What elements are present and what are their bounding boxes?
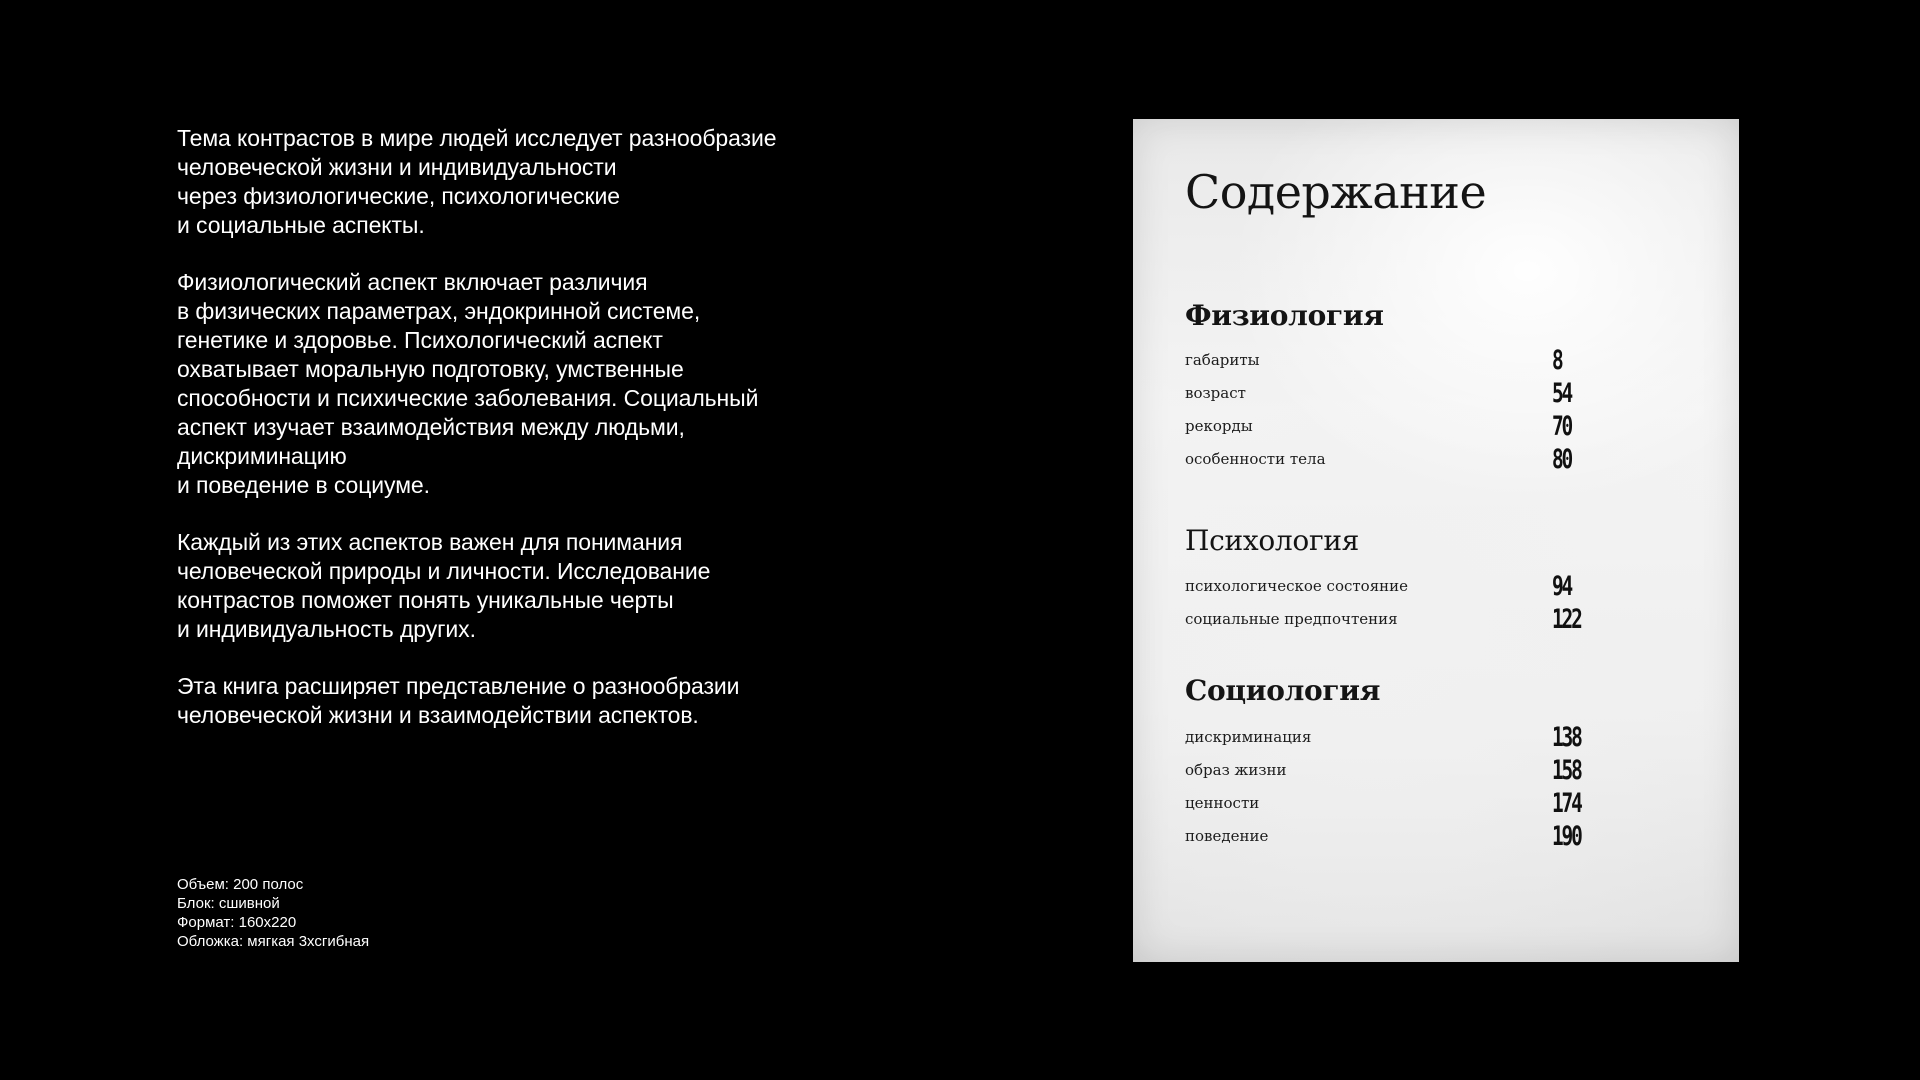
intro-paragraph-1 [177,124,817,240]
toc-entry-page: 8 [1552,345,1562,376]
intro-line: человеческой жизни и взаимодействии аспектов. [177,702,699,728]
spec-cover: Обложка: мягкая 3хсгибная [177,933,370,950]
intro-paragraph-2 [177,268,817,500]
intro-line: генетике и здоровье. Психологический аспект [177,327,663,353]
toc-entry-label: поведение [1185,827,1269,845]
toc-entry-page: 190 [1552,821,1581,852]
toc-entry [1185,345,1585,378]
toc-entry [1185,755,1585,788]
toc-entry-label: психологическое состояние [1185,577,1409,595]
toc-entry-label: социальные предпочтения [1185,610,1398,628]
intro-line: человеческой природы и личности. Исследование [177,558,711,584]
intro-line: и индивидуальность других. [177,616,476,642]
toc-entry-page: 174 [1552,788,1581,819]
book-specs [177,875,369,951]
intro-line: охватывает моральную подготовку, умственные [177,356,684,382]
spec-volume: Объем: 200 полос [177,876,304,893]
toc-entry-page: 54 [1552,378,1572,409]
intro-paragraph-3 [177,528,817,644]
toc-entry [1185,411,1585,444]
intro-line: Каждый из этих аспектов важен для понимания [177,529,683,555]
toc-entry-page: 158 [1552,755,1581,786]
intro-line: Физиологический аспект включает различия [177,269,648,295]
intro-line: дискриминацию [177,443,347,469]
toc-entry-page: 122 [1552,604,1581,635]
spec-binding: Блок: сшивной [177,895,280,912]
toc-entry [1185,571,1585,604]
section-heading-sociology: Социология [1185,674,1381,707]
toc-entry-page: 94 [1552,571,1572,602]
intro-line: в физических параметрах, эндокринной системе, [177,298,701,324]
intro-line: и поведение в социуме. [177,472,430,498]
toc-entry-label: ценности [1185,794,1260,812]
intro-line: и социальные аспекты. [177,212,425,238]
intro-line: Эта книга расширяет представление о разнообразии [177,673,740,699]
toc-entry [1185,378,1585,411]
contents-page [1133,119,1739,962]
intro-line: контрастов поможет понять уникальные черты [177,587,674,613]
toc-entry [1185,722,1585,755]
toc-entry-label: возраст [1185,384,1246,402]
section-heading-physiology: Физиология [1185,299,1384,332]
toc-entry-page: 80 [1552,444,1572,475]
toc-entry-label: рекорды [1185,417,1253,435]
intro-line: аспект изучает взаимодействия между людьми, [177,414,685,440]
toc-entry [1185,444,1585,477]
intro-line: через физиологические, психологические [177,183,620,209]
toc-entry-label: габариты [1185,351,1260,369]
toc-entry-page: 70 [1552,411,1572,442]
toc-entry-label: образ жизни [1185,761,1287,779]
section-heading-psychology: Психология [1185,524,1360,557]
toc-entry-label: особенности тела [1185,450,1326,468]
toc-entry-label: дискриминация [1185,728,1312,746]
toc-entry-page: 138 [1552,722,1581,753]
intro-line: Тема контрастов в мире людей исследует разнообразие [177,125,777,151]
toc-entry [1185,821,1585,854]
intro-text [177,124,817,758]
intro-line: способности и психические заболевания. Социальный [177,385,759,411]
toc-entry [1185,788,1585,821]
intro-paragraph-4 [177,672,817,730]
spec-format: Формат: 160х220 [177,914,297,931]
toc-title: Содержание [1185,165,1487,219]
toc-entry [1185,604,1585,637]
intro-line: человеческой жизни и индивидуальности [177,154,617,180]
